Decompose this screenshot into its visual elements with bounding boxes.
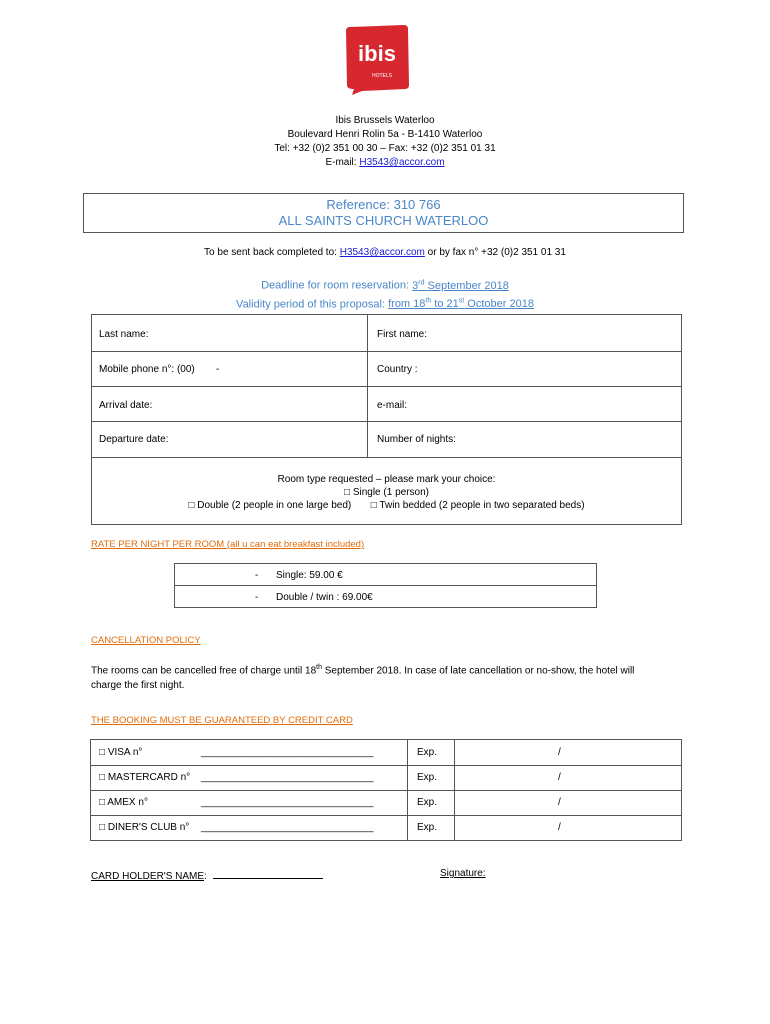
logo-brand: ibis <box>358 41 396 66</box>
card-holder-colon: : <box>204 871 207 882</box>
room-double-twin-options <box>92 499 681 512</box>
mobile-phone-field[interactable]: Mobile phone n°: (00) <box>99 364 195 375</box>
card-row-visa[interactable] <box>91 740 681 765</box>
rate-table <box>174 563 597 608</box>
card-row-amex[interactable] <box>91 790 681 815</box>
email-label: E-mail: <box>325 157 360 168</box>
guest-details-form <box>91 314 682 525</box>
cancellation-text: The rooms can be cancelled free of charge until 18th September 2018. In case of late cancellation or no-show, the hotel will charge the first night. <box>91 664 635 692</box>
rate-title: RATE PER NIGHT PER ROOM (all u can eat breakfast included) <box>91 539 365 550</box>
send-back-suffix: or by fax n° +32 (0)2 351 01 31 <box>424 247 566 258</box>
hotel-email-link[interactable]: H3543@accor.com <box>359 157 445 168</box>
card-number-line[interactable]: _______________________________ <box>201 822 374 833</box>
rate-single: Single: 59.00 € <box>276 570 343 581</box>
nights-field[interactable]: Number of nights: <box>377 434 456 445</box>
card-holder-line <box>91 868 323 882</box>
rate-double: Double / twin : 69.00€ <box>276 592 373 603</box>
card-number-line[interactable]: _______________________________ <box>201 747 374 758</box>
card-holder-input[interactable] <box>213 868 323 879</box>
card-name[interactable]: □ VISA n° <box>99 747 143 758</box>
room-twin-option[interactable]: □ Twin bedded (2 people in two separated beds) <box>370 500 585 511</box>
deadline-block <box>0 275 770 312</box>
card-exp: Exp. <box>417 797 438 808</box>
first-name-field[interactable]: First name: <box>377 329 428 340</box>
room-type-section <box>92 473 681 512</box>
ibis-logo-icon <box>344 25 410 95</box>
reference-group: ALL SAINTS CHURCH WATERLOO <box>278 213 489 228</box>
card-exp-slash[interactable]: / <box>558 797 561 808</box>
reference-box <box>83 193 684 233</box>
validity-line <box>0 294 770 313</box>
card-number-line[interactable]: _______________________________ <box>201 797 374 808</box>
deadline-date: 3rd September 2018 <box>412 279 509 292</box>
card-exp: Exp. <box>417 747 438 758</box>
card-name[interactable]: □ AMEX n° <box>99 797 148 808</box>
send-back-prefix: To be sent back completed to: <box>204 247 340 258</box>
guarantee-title: THE BOOKING MUST BE GUARANTEED BY CREDIT CARD <box>91 715 353 726</box>
card-row-diners[interactable] <box>91 815 681 840</box>
signature-label: Signature: <box>440 868 486 879</box>
room-single-option[interactable]: □ Single (1 person) <box>344 487 429 498</box>
rate-row-single <box>175 564 596 585</box>
send-back-email-link[interactable]: H3543@accor.com <box>339 247 425 258</box>
send-back-line <box>0 247 770 258</box>
ibis-logo <box>344 25 410 95</box>
card-exp: Exp. <box>417 772 438 783</box>
card-holder-label: CARD HOLDER'S NAME <box>91 871 205 882</box>
cancellation-title: CANCELLATION POLICY <box>91 635 201 646</box>
hotel-email-line <box>0 156 770 170</box>
hotel-street: Boulevard Henri Rolin 5a - B-1410 Waterloo <box>287 129 483 140</box>
deadline-label: Deadline for room reservation: <box>261 279 413 292</box>
reference-number: Reference: 310 766 <box>326 197 441 212</box>
card-exp-slash[interactable]: / <box>558 747 561 758</box>
validity-label: Validity period of this proposal: <box>236 298 389 311</box>
card-name[interactable]: □ MASTERCARD n° <box>99 772 191 783</box>
hotel-phone-fax: Tel: +32 (0)2 351 00 30 – Fax: +32 (0)2 351 01 31 <box>274 143 496 154</box>
rate-dash: - <box>255 570 259 581</box>
country-field[interactable]: Country : <box>377 364 418 375</box>
rate-row-double <box>175 586 596 607</box>
card-exp: Exp. <box>417 822 438 833</box>
last-name-field[interactable]: Last name: <box>99 329 149 340</box>
arrival-date-field[interactable]: Arrival date: <box>99 400 153 411</box>
departure-date-field[interactable]: Departure date: <box>99 434 169 445</box>
deadline-line <box>0 275 770 294</box>
logo-sub: HOTELS <box>371 73 393 79</box>
email-field[interactable]: e-mail: <box>377 400 408 411</box>
mobile-phone-dash: - <box>216 364 220 375</box>
card-number-line[interactable]: _______________________________ <box>201 772 374 783</box>
card-name[interactable]: □ DINER'S CLUB n° <box>99 822 190 833</box>
hotel-name: Ibis Brussels Waterloo <box>335 115 435 126</box>
room-type-title: Room type requested – please mark your choice: <box>277 474 496 485</box>
rate-dash: - <box>255 592 259 603</box>
card-row-mastercard[interactable] <box>91 765 681 790</box>
credit-card-table <box>90 739 682 841</box>
card-exp-slash[interactable]: / <box>558 772 561 783</box>
hotel-address-block <box>0 114 770 170</box>
room-double-option[interactable]: □ Double (2 people in one large bed) <box>188 500 352 511</box>
card-exp-slash[interactable]: / <box>558 822 561 833</box>
validity-period: from 18th to 21st October 2018 <box>388 297 534 311</box>
